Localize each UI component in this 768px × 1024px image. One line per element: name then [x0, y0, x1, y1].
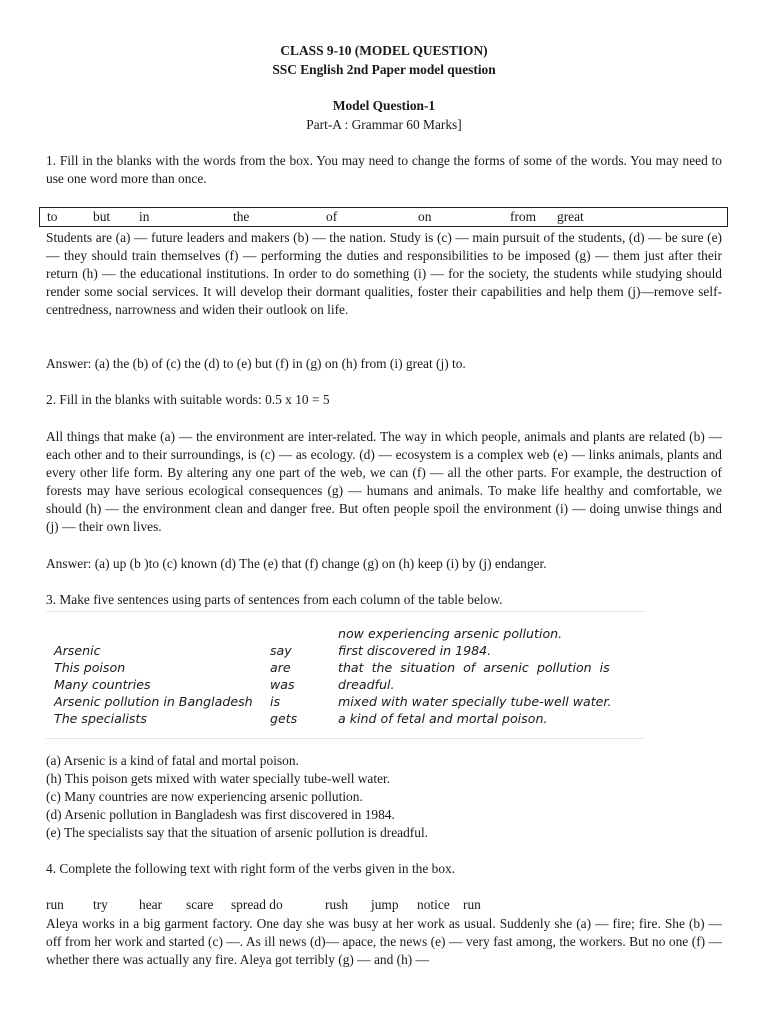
q1-passage: Students are (a) — future leaders and makers (b) — the nation. Study is (c) — main pursuit of the students, (d) — be sure (e) — they should train themselves (f) — performing the duties and responsibilities to be imposed (g) — them just after their return (h) — the educational institutions. In order to do something (i) — for the society, the students while studying should render some social services. It will develop their dormant qualities, foster their capabilities and help them (j)—remove self-centredness, narrowness and widen their outlook on life.	[46, 230, 722, 317]
q1-answer: Answer: (a) the (b) of (c) the (d) to (e) but (f) in (g) on (h) from (i) great (j) to.	[46, 356, 466, 371]
table-cell: Arsenic pollution in Bangladesh	[54, 694, 253, 709]
part-heading: Part-A : Grammar 60 Marks]	[306, 117, 462, 132]
q3-answer: (e) The specialists say that the situation of arsenic pollution is dreadful.	[46, 825, 429, 840]
box-word: in	[139, 209, 150, 224]
box-word: from	[510, 209, 537, 224]
q2-passage: All things that make (a) — the environment are inter-related. The way in which people, animals and plants are related (b) — each other and to their surroundings, is (c) — as ecology. (d) — ecosystem is a complex web (e) — links animals, plants and every other life form. By altering any one part of the web, we can (f) — all the other parts. For example, the destruction of forests may have serious ecological consequences (g) — humans and animals. To make life healthy and comfortable, we should (h) — the environment clean and danger free. But often people spoil the environment (i) — doing unwise things and (j) — their own lives.	[46, 429, 722, 534]
box-word: great	[557, 209, 584, 224]
table-cell: Many countries	[54, 677, 151, 692]
q3-instruction: 3. Make five sentences using parts of sentences from each column of the table below.	[46, 592, 503, 607]
class-title: CLASS 9-10 (MODEL QUESTION)	[280, 43, 488, 58]
verb-word: scare	[186, 897, 214, 912]
q3-answer: (c) Many countries are now experiencing arsenic pollution.	[46, 789, 363, 804]
table-cell: gets	[270, 711, 298, 726]
q3-answer: (a) Arsenic is a kind of fatal and mortal poison.	[46, 753, 299, 768]
q3-answer: (d) Arsenic pollution in Bangladesh was first discovered in 1984.	[46, 807, 395, 822]
q4-passage: Aleya works in a big garment factory. One day she was busy at her work as usual. Suddenly she (a) — fire; fire. She (b) — off from her work and started (c) —. As ill news (d)— apace, the news (e) — very fast among, the workers. But no one (f) — whether there was actually any fire. Aleya got terribly (g) — and (h) —	[46, 916, 722, 967]
box-word: on	[418, 209, 432, 224]
sentence-table	[46, 611, 644, 739]
q4-instruction: 4. Complete the following text with right form of the verbs given in the box.	[46, 861, 456, 876]
q1-instruction: 1. Fill in the blanks with the words from the box. You may need to change the forms of some of the words. You may need to use one word more than once.	[46, 153, 722, 186]
word-box	[39, 207, 728, 227]
box-word: of	[326, 209, 338, 224]
box-word: the	[233, 209, 250, 224]
table-cell: are	[270, 660, 291, 675]
table-cell: Arsenic	[54, 643, 101, 658]
table-cell: now experiencing arsenic pollution.	[338, 626, 563, 641]
verb-word: hear	[139, 897, 163, 912]
table-cell: a kind of fetal and mortal poison.	[338, 711, 548, 726]
model-question-title: Model Question-1	[332, 98, 436, 113]
table-cell: first discovered in 1984.	[338, 643, 492, 658]
table-cell: say	[270, 643, 292, 658]
verb-word: try	[93, 897, 108, 912]
q3-answer: (h) This poison gets mixed with water specially tube-well water.	[46, 771, 391, 786]
paper-title: SSC English 2nd Paper model question	[272, 62, 496, 77]
table-cell: dreadful.	[338, 677, 395, 692]
verb-word: spread do	[231, 897, 283, 912]
verb-word: rush	[325, 897, 349, 912]
box-word: to	[47, 209, 58, 224]
q2-instruction: 2. Fill in the blanks with suitable words: 0.5 x 10 = 5	[46, 392, 330, 407]
table-cell: This poison	[54, 660, 126, 675]
verb-word: jump	[371, 897, 399, 912]
box-word: but	[93, 209, 111, 224]
verb-word: run	[46, 897, 64, 912]
verb-box	[46, 897, 722, 915]
verb-word: run	[463, 897, 481, 912]
verb-word: notice	[417, 897, 450, 912]
table-cell: is	[270, 694, 281, 709]
q2-answer: Answer: (a) up (b )to (c) known (d) The (e) that (f) change (g) on (h) keep (i) by (j) endanger.	[46, 556, 547, 571]
table-cell: that the situation of arsenic pollution is	[338, 660, 610, 675]
table-cell: was	[270, 677, 295, 692]
table-cell: mixed with water specially tube-well water.	[338, 694, 612, 709]
table-cell: The specialists	[54, 711, 147, 726]
